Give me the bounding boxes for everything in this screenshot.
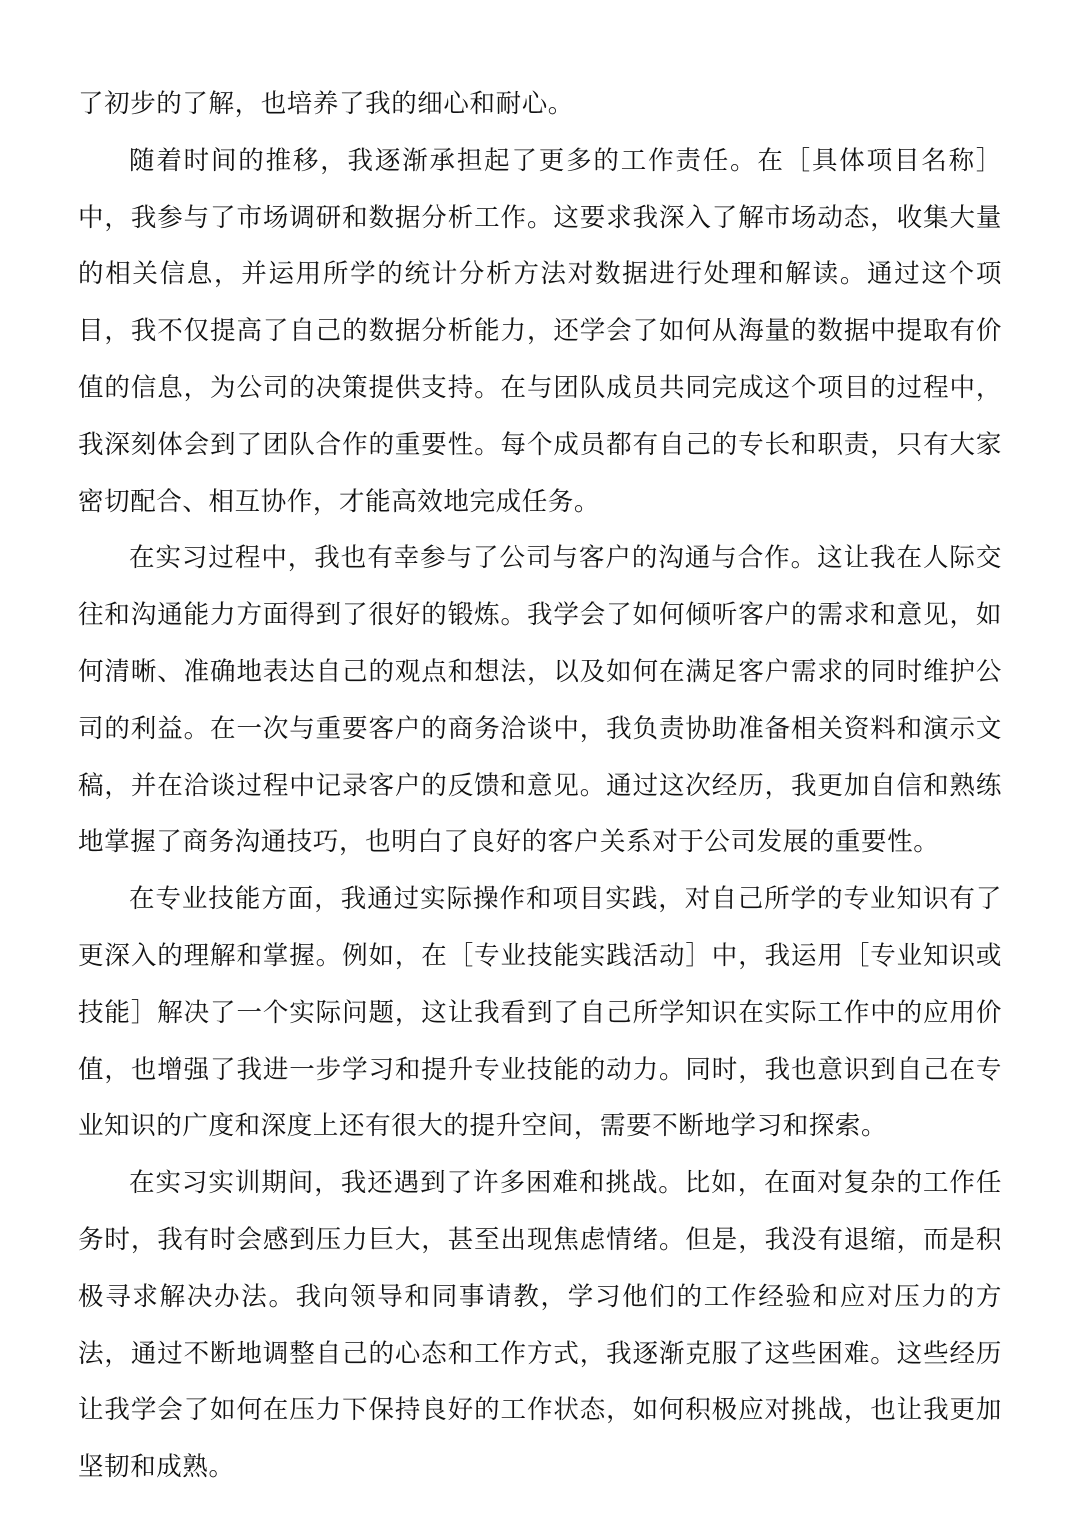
paragraph-professional-skills: 在专业技能方面，我通过实际操作和项目实践，对自己所学的专业知识有了更深入的理解和掌握。例如，在［专业技能实践活动］中，我运用［专业知识或技能］解决了一个实际问题，这让我看到了自己所学知识在实际工作中的应用价值，也增强了我进一步学习和提升专业技能的动力。同时，我也意识到自己在专业知识的广度和深度上还有很大的提升空间，需要不断地学习和探索。 [78,884,1002,1142]
paragraph-project-work: 随着时间的推移，我逐渐承担起了更多的工作责任。在［具体项目名称］中，我参与了市场调研和数据分析工作。这要求我深入了解市场动态，收集大量的相关信息，并运用所学的统计分析方法对数据进行处理和解读。通过这个项目，我不仅提高了自己的数据分析能力，还学会了如何从海量的数据中提取有价值的信息，为公司的决策提供支持。在与团队成员共同完成这个项目的过程中，我深刻体会到了团队合作的重要性。每个成员都有自己的专长和职责，只有大家密切配合、相互协作，才能高效地完成任务。 [78,145,1002,517]
paragraph-challenges: 在实习实训期间，我还遇到了许多困难和挑战。比如，在面对复杂的工作任务时，我有时会感到压力巨大，甚至出现焦虑情绪。但是，我没有退缩，而是积极寻求解决办法。我向领导和同事请教，学习他们的工作经验和应对压力的方法，通过不断地调整自己的心态和工作方式，我逐渐克服了这些困难。这些经历让我学会了如何在压力下保持良好的工作状态，如何积极应对挑战，也让我更加坚韧和成熟。 [78,1168,1002,1483]
paragraph-continuation: 了初步的了解，也培养了我的细心和耐心。 [78,89,574,119]
document-body [78,76,1002,1496]
paragraph-client-communication: 在实习过程中，我也有幸参与了公司与客户的沟通与合作。这让我在人际交往和沟通能力方面得到了很好的锻炼。我学会了如何倾听客户的需求和意见，如何清晰、准确地表达自己的观点和想法，以及如何在满足客户需求的同时维护公司的利益。在一次与重要客户的商务洽谈中，我负责协助准备相关资料和演示文稿，并在洽谈过程中记录客户的反馈和意见。通过这次经历，我更加自信和熟练地掌握了商务沟通技巧，也明白了良好的客户关系对于公司发展的重要性。 [78,543,1002,858]
